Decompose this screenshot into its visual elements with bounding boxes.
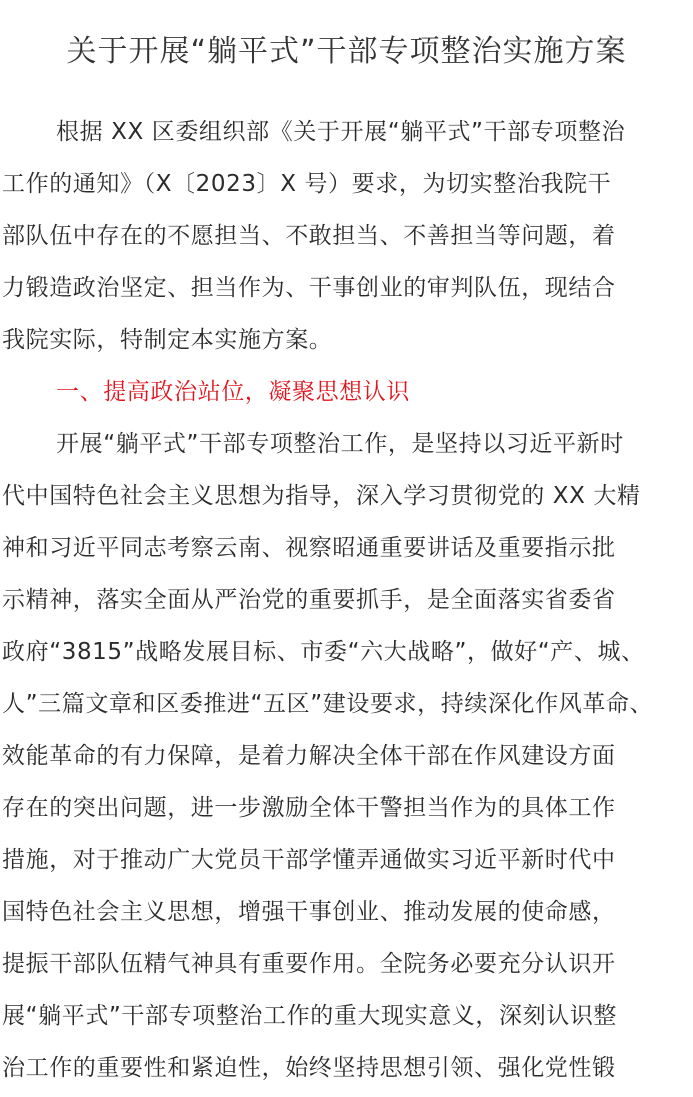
paragraph-line: 国特色社会主义思想，增强干事创业、推动发展的使命感，: [2, 899, 616, 925]
paragraph-line: 部队伍中存在的不愿担当、不敢担当、不善担当等问题，着: [2, 223, 616, 249]
paragraph-line: 神和习近平同志考察云南、视察昭通重要讲话及重要指示批: [2, 535, 616, 561]
paragraph-line: 力锻造政治坚定、担当作为、干事创业的审判队伍，现结合: [2, 275, 616, 301]
paragraph-line: 存在的突出问题，进一步激励全体干警担当作为的具体工作: [2, 795, 616, 821]
paragraph-line: 我院实际，特制定本实施方案。: [2, 327, 333, 353]
paragraph-line: 政府“3815”战略发展目标、市委“六大战略”，做好“产、城、: [2, 639, 645, 665]
paragraph-line: 工作的通知》（X〔2023〕X 号）要求，为切实整治我院干: [2, 171, 612, 197]
paragraph-line: 人”三篇文章和区委推进“五区”建设要求，持续深化作风革命、: [2, 691, 654, 717]
paragraph-line: 效能革命的有力保障，是着力解决全体干部在作风建设方面: [2, 743, 616, 769]
paragraph-line: 提振干部队伍精气神具有重要作用。全院务必要充分认识开: [2, 951, 616, 977]
paragraph-line: 治工作的重要性和紧迫性，始终坚持思想引领、强化党性锻: [2, 1055, 616, 1081]
paragraph-line: 代中国特色社会主义思想为指导，深入学习贯彻党的 XX 大精: [2, 483, 641, 509]
paragraph-line: 根据 XX 区委组织部《关于开展“躺平式”干部专项整治: [56, 119, 626, 145]
section-heading: 一、提高政治站位，凝聚思想认识: [56, 379, 410, 405]
document-title: 关于开展“躺平式”干部专项整治实施方案: [66, 34, 627, 69]
paragraph-line: 展“躺平式”干部专项整治工作的重大现实意义，深刻认识整: [2, 1003, 618, 1029]
paragraph-line: 措施，对于推动广大党员干部学懂弄通做实习近平新时代中: [2, 847, 616, 873]
paragraph-line: 示精神，落实全面从严治党的重要抓手，是全面落实省委省: [2, 587, 616, 613]
paragraph-line: 开展“躺平式”干部专项整治工作，是坚持以习近平新时: [56, 431, 624, 457]
